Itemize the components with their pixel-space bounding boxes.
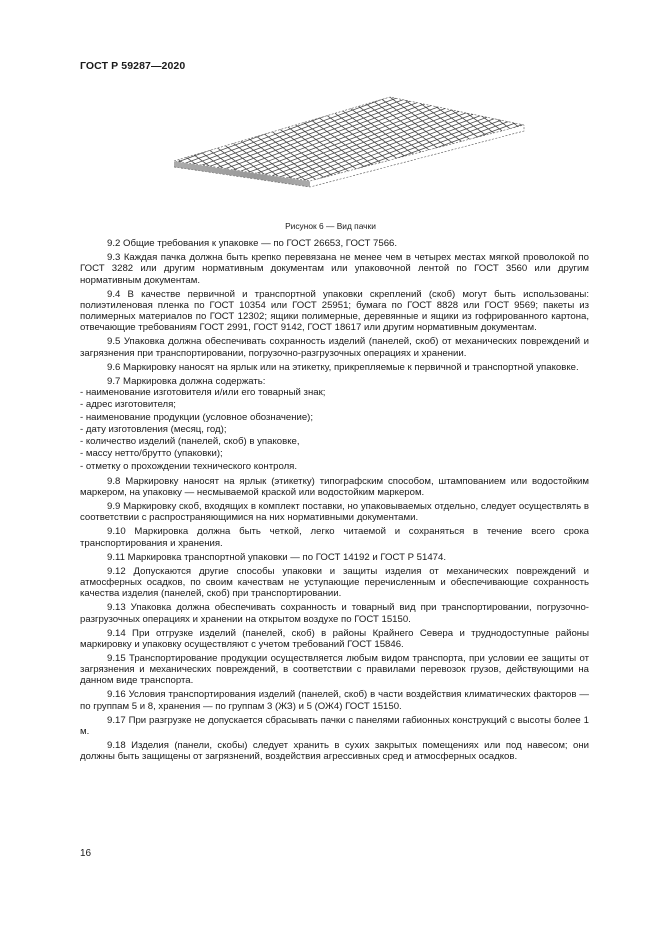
mesh-wire	[420, 95, 530, 190]
mesh-wire	[170, 95, 264, 190]
list-item: - массу нетто/брутто (упаковки);	[80, 448, 223, 460]
mesh-wire	[420, 95, 530, 190]
mesh-wire	[519, 95, 530, 190]
document-standard-header: ГОСТ Р 59287—2020	[80, 60, 186, 72]
paragraph-9-12: 9.12 Допускаются другие способы упаковки и защиты изделия от механических повреждений и атмосферных осадков, по своим качествам не уступающие перечисленным и обеспечивающие сохранность качества изделия (панелей, скоб) при транспортировании.	[80, 565, 589, 600]
list-item: - наименование изготовителя и/или его товарный знак;	[80, 386, 326, 398]
mesh-wire	[170, 95, 187, 190]
paragraph-9-13: 9.13 Упаковка должна обеспечивать сохранность и товарный вид при транспортировании, погрузочно-разгрузочных операциях и хранении на открытом воздухе по ГОСТ 15150.	[80, 602, 589, 625]
figure-caption: Рисунок 6 — Вид пачки	[285, 221, 376, 231]
bundle-top-mesh	[170, 95, 530, 190]
mesh-wire	[519, 95, 530, 190]
mesh-wire	[170, 95, 220, 190]
mesh-wire	[170, 95, 185, 190]
mesh-wire	[170, 95, 240, 190]
paragraph-9-15: 9.15 Транспортирование продукции осуществляется любым видом транспорта, при условии ее защиты от загрязнения и механических повреждений, в соответствии с правилами перевозок грузов, действующими на данном виде транспорта.	[80, 652, 589, 687]
mesh-wire	[486, 95, 530, 190]
paragraph-9-17: 9.17 При разгрузке не допускается сбрасывать пачки с панелями габионных конструкций с высоты более 1 м.	[80, 714, 589, 738]
paragraph-9-9: 9.9 Маркировку скоб, входящих в комплект поставки, но упаковываемых отдельно, следует осуществлять в соответствии с распространяющимися на них нормативными документами.	[80, 501, 589, 524]
mesh-wire	[170, 95, 176, 190]
mesh-wire	[486, 95, 530, 190]
mesh-wire	[508, 95, 530, 190]
paragraph-9-11: 9.11 Маркировка транспортной упаковки — по ГОСТ 14192 и ГОСТ Р 51474.	[107, 551, 447, 563]
mesh-wire	[170, 95, 174, 190]
mesh-wire	[299, 95, 530, 190]
mesh-wire	[508, 95, 530, 190]
mesh-wire	[497, 95, 530, 190]
paragraph-9-14: 9.14 При отгрузке изделий (панелей, скоб) в районы Крайнего Севера и труднодоступные районы маркировку и упаковку осуществляют с учетом требований ГОСТ 15846.	[80, 627, 589, 650]
mesh-wire	[170, 95, 242, 190]
mesh-wire	[464, 95, 530, 190]
panel-edge-line	[174, 165, 310, 185]
paragraph-9-5: 9.5 Упаковка должна обеспечивать сохранность изделий (панелей, скоб) от механических повреждений и загрязнения при транспортировании, погрузочно-разгрузочных операциях и хранении.	[80, 336, 589, 359]
mesh-wire	[170, 95, 196, 190]
paragraph-9-16: 9.16 Условия транспортирования изделий (панелей, скоб) в части воздействия климатических факторов — по группам 5 и 8, хранения — по группам 3 (ЖЗ) и 5 (ОЖ4) ГОСТ 15150.	[80, 689, 589, 712]
mesh-wire	[464, 95, 530, 190]
mesh-wire	[497, 95, 530, 190]
mesh-wire	[409, 95, 530, 190]
mesh-wire	[442, 95, 530, 190]
mesh-wire	[211, 95, 471, 190]
mesh-wire	[170, 95, 209, 190]
mesh-wire	[475, 95, 530, 190]
mesh-wire	[475, 95, 530, 190]
mesh-wire	[277, 95, 530, 190]
list-item: - отметку о прохождении технического контроля.	[80, 460, 298, 472]
paragraph-9-4: 9.4 В качестве первичной и транспортной упаковки скреплений (скоб) могут быть использованы: полиэтиленовая пленка по ГОСТ 10354 или ГОСТ 25951; бумага по ГОСТ 8828 или ГОСТ 9569; пакеты из полимерных материалов по ГОСТ 12302; ящики полимерные, деревянные и ящики из гофрированного картона, отвечающие требованиям ГОСТ 2991, ГОСТ 9142, ГОСТ 18617 или другим нормативным документам.	[80, 288, 589, 334]
paragraph-9-2: 9.2 Общие требования к упаковке — по ГОСТ 26653, ГОСТ 7566.	[107, 238, 398, 249]
list-item: - дату изготовления (месяц, год);	[80, 423, 227, 435]
mesh-wire	[453, 95, 530, 190]
mesh-wire	[170, 95, 273, 190]
paragraph-9-7: 9.7 Маркировка должна содержать:	[107, 375, 266, 387]
list-item: - количество изделий (панелей, скоб) в упаковке,	[80, 436, 300, 448]
mesh-wire	[178, 95, 438, 190]
mesh-wire	[170, 95, 207, 190]
paragraph-9-8: 9.8 Маркировку наносят на ярлык (этикетку) типографским способом, штампованием или водостойким маркером, на упаковку — несмываемой краской или водостойким маркером.	[80, 475, 589, 499]
mesh-wire	[431, 95, 530, 190]
paragraph-9-6: 9.6 Маркировку наносят на ярлык или на этикетку, прикрепляемые к первичной и транспортной упаковке.	[107, 361, 579, 373]
page-number: 16	[80, 848, 92, 859]
paragraph-9-10: 9.10 Маркировка должна быть четкой, легко читаемой и сохраняться в течение всего срока транспортирования и хранения.	[80, 526, 589, 549]
mesh-wire	[170, 95, 229, 190]
list-item: - адрес изготовителя;	[80, 399, 176, 411]
mesh-wire	[453, 95, 530, 190]
paragraph-9-3: 9.3 Каждая пачка должна быть крепко перевязана не менее чем в четырех местах мягкой проволокой по ГОСТ 3282 или другим нормативным документам или упаковочной лентой по ГОСТ 3560 или другим нормативным документам.	[80, 252, 589, 286]
mesh-wire	[409, 95, 530, 190]
bundle-of-gabion-panels-illustration	[170, 95, 530, 190]
mesh-wire	[170, 95, 198, 190]
mesh-wire	[170, 95, 218, 190]
section-9-text	[80, 238, 589, 765]
mesh-wire	[442, 95, 530, 190]
mesh-wire	[343, 95, 530, 190]
paragraph-9-18: 9.18 Изделия (панели, скобы) следует хранить в сухих закрытых помещениях или под навесом; они должны быть защищены от загрязнений, воздействия агрессивных сред и атмосферных осадков.	[80, 740, 589, 763]
list-item: - наименование продукции (условное обозначение);	[80, 411, 314, 423]
mesh-wire	[170, 95, 231, 190]
mesh-wire	[431, 95, 530, 190]
mesh-wire	[189, 95, 449, 190]
bundle-figure	[170, 95, 530, 190]
